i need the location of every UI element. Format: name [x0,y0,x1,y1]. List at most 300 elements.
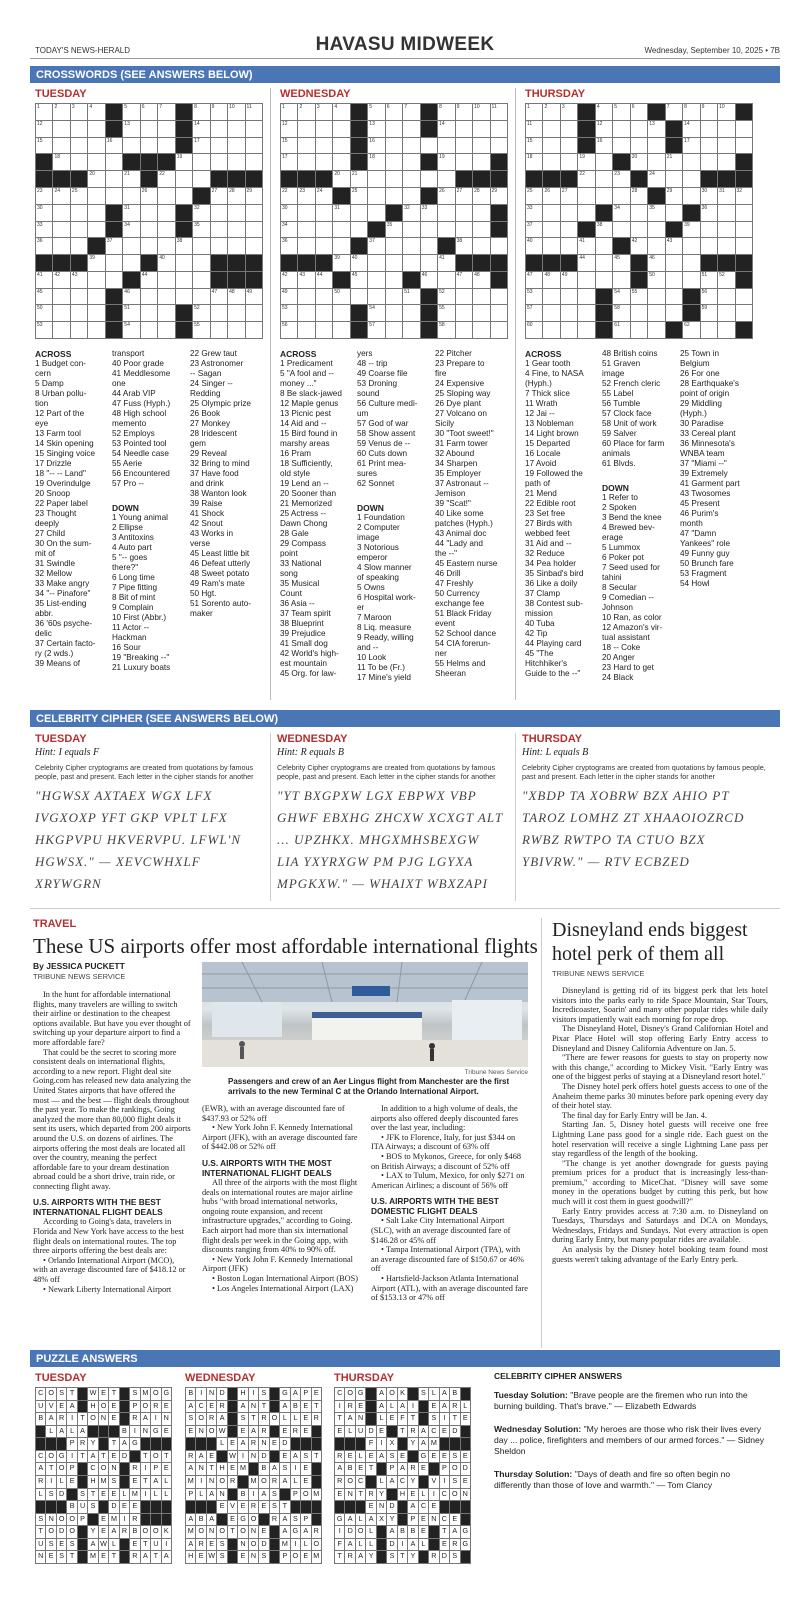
grid-cell[interactable] [368,138,385,155]
grid-cell[interactable] [561,272,578,289]
grid-cell[interactable] [281,322,298,339]
grid-cell[interactable] [228,104,245,121]
grid-cell[interactable] [648,222,665,239]
grid-cell[interactable] [438,138,455,155]
grid-cell[interactable] [106,238,123,255]
grid-cell[interactable] [543,205,560,222]
grid-cell[interactable] [176,154,193,171]
grid-cell[interactable] [193,205,210,222]
grid-cell[interactable] [71,188,88,205]
grid-cell[interactable] [193,238,210,255]
grid-cell[interactable] [473,305,490,322]
grid-cell[interactable] [438,171,455,188]
grid-cell[interactable] [193,255,210,272]
grid-cell[interactable] [333,138,350,155]
grid-cell[interactable] [211,205,228,222]
grid-cell[interactable] [71,205,88,222]
grid-cell[interactable] [316,188,333,205]
grid-cell[interactable] [613,289,630,306]
grid-cell[interactable] [368,255,385,272]
grid-cell[interactable] [631,104,648,121]
grid-cell[interactable] [141,188,158,205]
grid-cell[interactable] [683,104,700,121]
grid-cell[interactable] [158,104,175,121]
grid-cell[interactable] [631,154,648,171]
grid-cell[interactable] [193,104,210,121]
grid-cell[interactable] [596,255,613,272]
grid-cell[interactable] [543,121,560,138]
grid-cell[interactable] [701,272,718,289]
grid-cell[interactable] [281,222,298,239]
grid-cell[interactable] [123,222,140,239]
grid-cell[interactable] [666,171,683,188]
grid-cell[interactable] [438,188,455,205]
grid-cell[interactable] [351,205,368,222]
grid-cell[interactable] [631,138,648,155]
grid-cell[interactable] [543,272,560,289]
grid-cell[interactable] [71,138,88,155]
grid-cell[interactable] [561,222,578,239]
grid-cell[interactable] [71,272,88,289]
grid-cell[interactable] [123,255,140,272]
grid-cell[interactable] [613,121,630,138]
grid-cell[interactable] [596,154,613,171]
grid-cell[interactable] [228,138,245,155]
grid-cell[interactable] [123,171,140,188]
grid-cell[interactable] [578,171,595,188]
grid-cell[interactable] [246,138,263,155]
grid-cell[interactable] [228,188,245,205]
thursday-crossword-grid[interactable] [525,103,753,339]
grid-cell[interactable] [88,138,105,155]
grid-cell[interactable] [701,205,718,222]
grid-cell[interactable] [316,305,333,322]
grid-cell[interactable] [736,188,753,205]
grid-cell[interactable] [613,322,630,339]
grid-cell[interactable] [368,171,385,188]
grid-cell[interactable] [543,322,560,339]
grid-cell[interactable] [36,104,53,121]
grid-cell[interactable] [561,238,578,255]
grid-cell[interactable] [403,188,420,205]
grid-cell[interactable] [631,305,648,322]
grid-cell[interactable] [648,255,665,272]
grid-cell[interactable] [683,238,700,255]
grid-cell[interactable] [543,305,560,322]
grid-cell[interactable] [211,188,228,205]
grid-cell[interactable] [456,104,473,121]
grid-cell[interactable] [631,289,648,306]
grid-cell[interactable] [333,205,350,222]
grid-cell[interactable] [246,205,263,222]
grid-cell[interactable] [666,255,683,272]
grid-cell[interactable] [438,154,455,171]
grid-cell[interactable] [631,322,648,339]
grid-cell[interactable] [683,138,700,155]
grid-cell[interactable] [596,238,613,255]
grid-cell[interactable] [228,121,245,138]
grid-cell[interactable] [561,322,578,339]
grid-cell[interactable] [333,322,350,339]
grid-cell[interactable] [421,205,438,222]
tuesday-crossword-grid[interactable] [35,103,263,339]
grid-cell[interactable] [228,289,245,306]
grid-cell[interactable] [718,272,735,289]
grid-cell[interactable] [648,121,665,138]
grid-cell[interactable] [176,272,193,289]
grid-cell[interactable] [141,305,158,322]
grid-cell[interactable] [561,104,578,121]
grid-cell[interactable] [351,272,368,289]
grid-cell[interactable] [613,255,630,272]
grid-cell[interactable] [456,305,473,322]
grid-cell[interactable] [228,154,245,171]
grid-cell[interactable] [701,222,718,239]
grid-cell[interactable] [631,121,648,138]
grid-cell[interactable] [543,104,560,121]
grid-cell[interactable] [666,272,683,289]
grid-cell[interactable] [648,138,665,155]
grid-cell[interactable] [386,222,403,239]
grid-cell[interactable] [701,188,718,205]
grid-cell[interactable] [701,322,718,339]
grid-cell[interactable] [613,305,630,322]
grid-cell[interactable] [193,222,210,239]
grid-cell[interactable] [613,188,630,205]
grid-cell[interactable] [456,138,473,155]
grid-cell[interactable] [36,205,53,222]
grid-cell[interactable] [211,238,228,255]
grid-cell[interactable] [193,289,210,306]
grid-cell[interactable] [246,238,263,255]
grid-cell[interactable] [246,222,263,239]
grid-cell[interactable] [88,104,105,121]
grid-cell[interactable] [543,188,560,205]
grid-cell[interactable] [106,255,123,272]
grid-cell[interactable] [158,121,175,138]
grid-cell[interactable] [176,188,193,205]
grid-cell[interactable] [648,322,665,339]
grid-cell[interactable] [158,171,175,188]
grid-cell[interactable] [578,188,595,205]
grid-cell[interactable] [736,121,753,138]
grid-cell[interactable] [736,238,753,255]
grid-cell[interactable] [543,222,560,239]
grid-cell[interactable] [158,272,175,289]
grid-cell[interactable] [473,138,490,155]
grid-cell[interactable] [403,171,420,188]
grid-cell[interactable] [456,222,473,239]
grid-cell[interactable] [71,222,88,239]
grid-cell[interactable] [578,205,595,222]
grid-cell[interactable] [526,188,543,205]
grid-cell[interactable] [88,305,105,322]
grid-cell[interactable] [36,222,53,239]
grid-cell[interactable] [718,222,735,239]
grid-cell[interactable] [158,289,175,306]
grid-cell[interactable] [403,205,420,222]
grid-cell[interactable] [193,272,210,289]
grid-cell[interactable] [36,188,53,205]
grid-cell[interactable] [368,188,385,205]
grid-cell[interactable] [36,305,53,322]
grid-cell[interactable] [88,171,105,188]
grid-cell[interactable] [631,188,648,205]
grid-cell[interactable] [386,171,403,188]
grid-cell[interactable] [596,121,613,138]
grid-cell[interactable] [281,238,298,255]
grid-cell[interactable] [106,154,123,171]
grid-cell[interactable] [368,205,385,222]
grid-cell[interactable] [683,272,700,289]
grid-cell[interactable] [386,104,403,121]
grid-cell[interactable] [718,154,735,171]
grid-cell[interactable] [71,322,88,339]
grid-cell[interactable] [141,238,158,255]
grid-cell[interactable] [211,222,228,239]
grid-cell[interactable] [596,272,613,289]
grid-cell[interactable] [386,188,403,205]
grid-cell[interactable] [473,188,490,205]
grid-cell[interactable] [491,238,508,255]
grid-cell[interactable] [596,104,613,121]
grid-cell[interactable] [141,104,158,121]
grid-cell[interactable] [666,289,683,306]
grid-cell[interactable] [526,154,543,171]
grid-cell[interactable] [316,238,333,255]
grid-cell[interactable] [718,138,735,155]
grid-cell[interactable] [176,255,193,272]
grid-cell[interactable] [456,272,473,289]
grid-cell[interactable] [386,238,403,255]
grid-cell[interactable] [526,222,543,239]
grid-cell[interactable] [666,238,683,255]
grid-cell[interactable] [193,138,210,155]
grid-cell[interactable] [526,205,543,222]
grid-cell[interactable] [316,205,333,222]
grid-cell[interactable] [281,121,298,138]
grid-cell[interactable] [36,322,53,339]
grid-cell[interactable] [403,289,420,306]
grid-cell[interactable] [456,121,473,138]
grid-cell[interactable] [421,238,438,255]
grid-cell[interactable] [158,205,175,222]
grid-cell[interactable] [403,238,420,255]
grid-cell[interactable] [421,222,438,239]
grid-cell[interactable] [88,121,105,138]
grid-cell[interactable] [316,104,333,121]
grid-cell[interactable] [158,322,175,339]
grid-cell[interactable] [438,121,455,138]
grid-cell[interactable] [648,305,665,322]
grid-cell[interactable] [368,104,385,121]
grid-cell[interactable] [718,289,735,306]
grid-cell[interactable] [141,222,158,239]
grid-cell[interactable] [298,305,315,322]
grid-cell[interactable] [71,154,88,171]
grid-cell[interactable] [578,322,595,339]
grid-cell[interactable] [526,238,543,255]
grid-cell[interactable] [631,238,648,255]
grid-cell[interactable] [578,255,595,272]
grid-cell[interactable] [596,222,613,239]
grid-cell[interactable] [666,154,683,171]
grid-cell[interactable] [473,205,490,222]
grid-cell[interactable] [736,222,753,239]
grid-cell[interactable] [88,255,105,272]
grid-cell[interactable] [526,104,543,121]
grid-cell[interactable] [701,305,718,322]
grid-cell[interactable] [736,138,753,155]
grid-cell[interactable] [543,138,560,155]
grid-cell[interactable] [543,289,560,306]
grid-cell[interactable] [648,171,665,188]
grid-cell[interactable] [158,305,175,322]
grid-cell[interactable] [123,104,140,121]
grid-cell[interactable] [298,154,315,171]
grid-cell[interactable] [526,322,543,339]
grid-cell[interactable] [701,104,718,121]
grid-cell[interactable] [246,154,263,171]
grid-cell[interactable] [281,272,298,289]
grid-cell[interactable] [403,222,420,239]
grid-cell[interactable] [53,188,70,205]
grid-cell[interactable] [211,138,228,155]
grid-cell[interactable] [386,289,403,306]
grid-cell[interactable] [456,154,473,171]
grid-cell[interactable] [403,255,420,272]
grid-cell[interactable] [246,305,263,322]
grid-cell[interactable] [141,272,158,289]
grid-cell[interactable] [456,322,473,339]
grid-cell[interactable] [718,121,735,138]
grid-cell[interactable] [473,154,490,171]
grid-cell[interactable] [613,104,630,121]
grid-cell[interactable] [526,289,543,306]
grid-cell[interactable] [561,138,578,155]
grid-cell[interactable] [351,222,368,239]
grid-cell[interactable] [158,188,175,205]
grid-cell[interactable] [71,289,88,306]
grid-cell[interactable] [281,138,298,155]
grid-cell[interactable] [473,238,490,255]
grid-cell[interactable] [491,305,508,322]
grid-cell[interactable] [438,272,455,289]
grid-cell[interactable] [246,322,263,339]
grid-cell[interactable] [333,121,350,138]
grid-cell[interactable] [351,171,368,188]
grid-cell[interactable] [403,322,420,339]
grid-cell[interactable] [403,154,420,171]
grid-cell[interactable] [53,238,70,255]
grid-cell[interactable] [561,188,578,205]
grid-cell[interactable] [36,138,53,155]
grid-cell[interactable] [491,322,508,339]
grid-cell[interactable] [333,222,350,239]
grid-cell[interactable] [228,222,245,239]
grid-cell[interactable] [211,121,228,138]
grid-cell[interactable] [316,322,333,339]
grid-cell[interactable] [53,305,70,322]
grid-cell[interactable] [578,289,595,306]
grid-cell[interactable] [648,205,665,222]
grid-cell[interactable] [106,171,123,188]
grid-cell[interactable] [53,289,70,306]
grid-cell[interactable] [683,322,700,339]
grid-cell[interactable] [438,104,455,121]
grid-cell[interactable] [421,138,438,155]
grid-cell[interactable] [53,104,70,121]
grid-cell[interactable] [701,154,718,171]
grid-cell[interactable] [333,104,350,121]
grid-cell[interactable] [718,238,735,255]
grid-cell[interactable] [456,188,473,205]
grid-cell[interactable] [526,272,543,289]
grid-cell[interactable] [683,255,700,272]
grid-cell[interactable] [473,322,490,339]
grid-cell[interactable] [491,289,508,306]
grid-cell[interactable] [88,222,105,239]
grid-cell[interactable] [718,188,735,205]
grid-cell[interactable] [596,138,613,155]
grid-cell[interactable] [526,121,543,138]
grid-cell[interactable] [701,138,718,155]
grid-cell[interactable] [613,272,630,289]
grid-cell[interactable] [298,289,315,306]
grid-cell[interactable] [456,238,473,255]
grid-cell[interactable] [613,205,630,222]
grid-cell[interactable] [53,205,70,222]
grid-cell[interactable] [228,238,245,255]
grid-cell[interactable] [701,289,718,306]
grid-cell[interactable] [438,222,455,239]
grid-cell[interactable] [648,272,665,289]
grid-cell[interactable] [88,322,105,339]
grid-cell[interactable] [386,305,403,322]
grid-cell[interactable] [176,171,193,188]
grid-cell[interactable] [246,289,263,306]
grid-cell[interactable] [666,188,683,205]
grid-cell[interactable] [403,138,420,155]
grid-cell[interactable] [473,272,490,289]
grid-cell[interactable] [438,289,455,306]
grid-cell[interactable] [386,322,403,339]
grid-cell[interactable] [736,289,753,306]
grid-cell[interactable] [71,104,88,121]
grid-cell[interactable] [613,171,630,188]
wednesday-crossword-grid[interactable] [280,103,508,339]
grid-cell[interactable] [561,154,578,171]
grid-cell[interactable] [176,289,193,306]
grid-cell[interactable] [648,154,665,171]
grid-cell[interactable] [106,138,123,155]
grid-cell[interactable] [368,322,385,339]
grid-cell[interactable] [246,188,263,205]
grid-cell[interactable] [281,188,298,205]
grid-cell[interactable] [351,255,368,272]
grid-cell[interactable] [718,205,735,222]
grid-cell[interactable] [88,188,105,205]
grid-cell[interactable] [648,238,665,255]
grid-cell[interactable] [141,138,158,155]
grid-cell[interactable] [246,121,263,138]
grid-cell[interactable] [316,222,333,239]
grid-cell[interactable] [473,289,490,306]
grid-cell[interactable] [491,104,508,121]
grid-cell[interactable] [123,205,140,222]
grid-cell[interactable] [316,289,333,306]
grid-cell[interactable] [578,272,595,289]
